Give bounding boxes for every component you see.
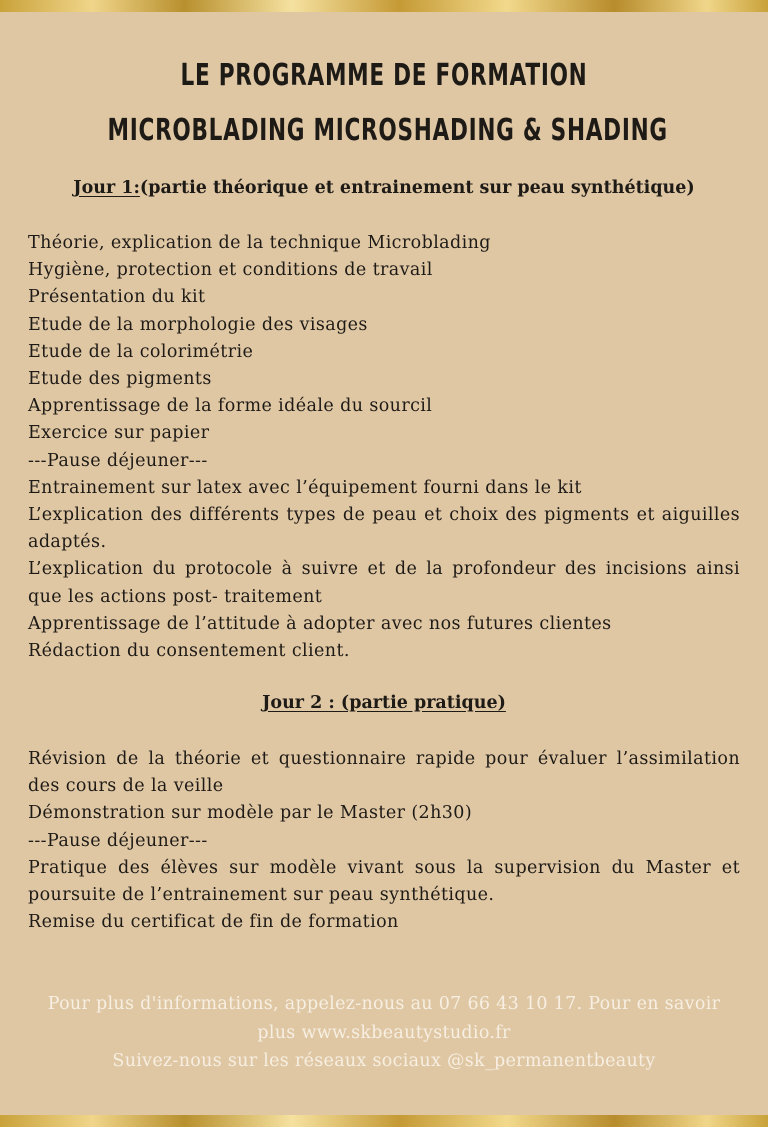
list-item: Pratique des élèves sur modèle vivant sous la supervision du Master et poursuite de l’entrainement sur peau synthétique.: [28, 857, 740, 906]
list-item: Apprentissage de la forme idéale du sourcil: [28, 396, 433, 417]
list-item: Démonstration sur modèle par le Master (2h30): [28, 803, 473, 824]
list-item: Etude de la colorimétrie: [28, 341, 254, 362]
day2-heading: [0, 693, 768, 713]
page-title-line-2: MICROBLADING MICROSHADING & SHADING: [107, 113, 668, 148]
day1-label: Jour 1:: [73, 178, 140, 198]
list-item: L’explication des différents types de peau et choix des pigments et aiguilles adaptés.: [28, 505, 740, 553]
day2-heading-text: Jour 2 : (partie pratique): [262, 693, 506, 713]
gold-border-top: [0, 0, 768, 12]
list-item: Théorie, explication de la technique Microblading: [28, 233, 491, 253]
day1-heading: [0, 178, 768, 198]
footer-contact: [40, 990, 728, 1076]
page-title-line-1: LE PROGRAMME DE FORMATION: [180, 58, 588, 93]
list-item: Hygiène, protection et conditions de travail: [28, 260, 433, 281]
list-item: Apprentissage de l’attitude à adopter avec nos futures clientes: [28, 613, 612, 634]
day2-list: [28, 746, 740, 936]
day1-list: [28, 230, 740, 665]
list-item: Etude des pigments: [28, 369, 212, 390]
list-item: Révision de la théorie et questionnaire rapide pour évaluer l’assimilation des cours de la veille: [28, 749, 740, 797]
list-item: L’explication du protocole à suivre et de la profondeur des incisions ainsi que les actions post- traitement: [28, 559, 740, 607]
list-item: ---Pause déjeuner---: [28, 450, 208, 471]
list-item: Etude de la morphologie des visages: [28, 314, 368, 335]
list-item: Rédaction du consentement client.: [28, 641, 350, 662]
list-item: Exercice sur papier: [28, 423, 210, 444]
day1-heading-text: (partie théorique et entrainement sur peau synthétique): [139, 178, 695, 198]
list-item: Présentation du kit: [28, 287, 206, 308]
list-item: Remise du certificat de fin de formation: [28, 912, 399, 933]
list-item: Entrainement sur latex avec l’équipement fourni dans le kit: [28, 477, 582, 498]
list-item: ---Pause déjeuner---: [28, 830, 208, 851]
footer-social: Suivez-nous sur les réseaux sociaux @sk_permanentbeauty: [112, 1051, 656, 1071]
gold-border-bottom: [0, 1115, 768, 1127]
footer-contact-info: Pour plus d'informations, appelez-nous au 07 66 43 10 17. Pour en savoir plus www.skbeautystudio.fr: [47, 994, 721, 1043]
